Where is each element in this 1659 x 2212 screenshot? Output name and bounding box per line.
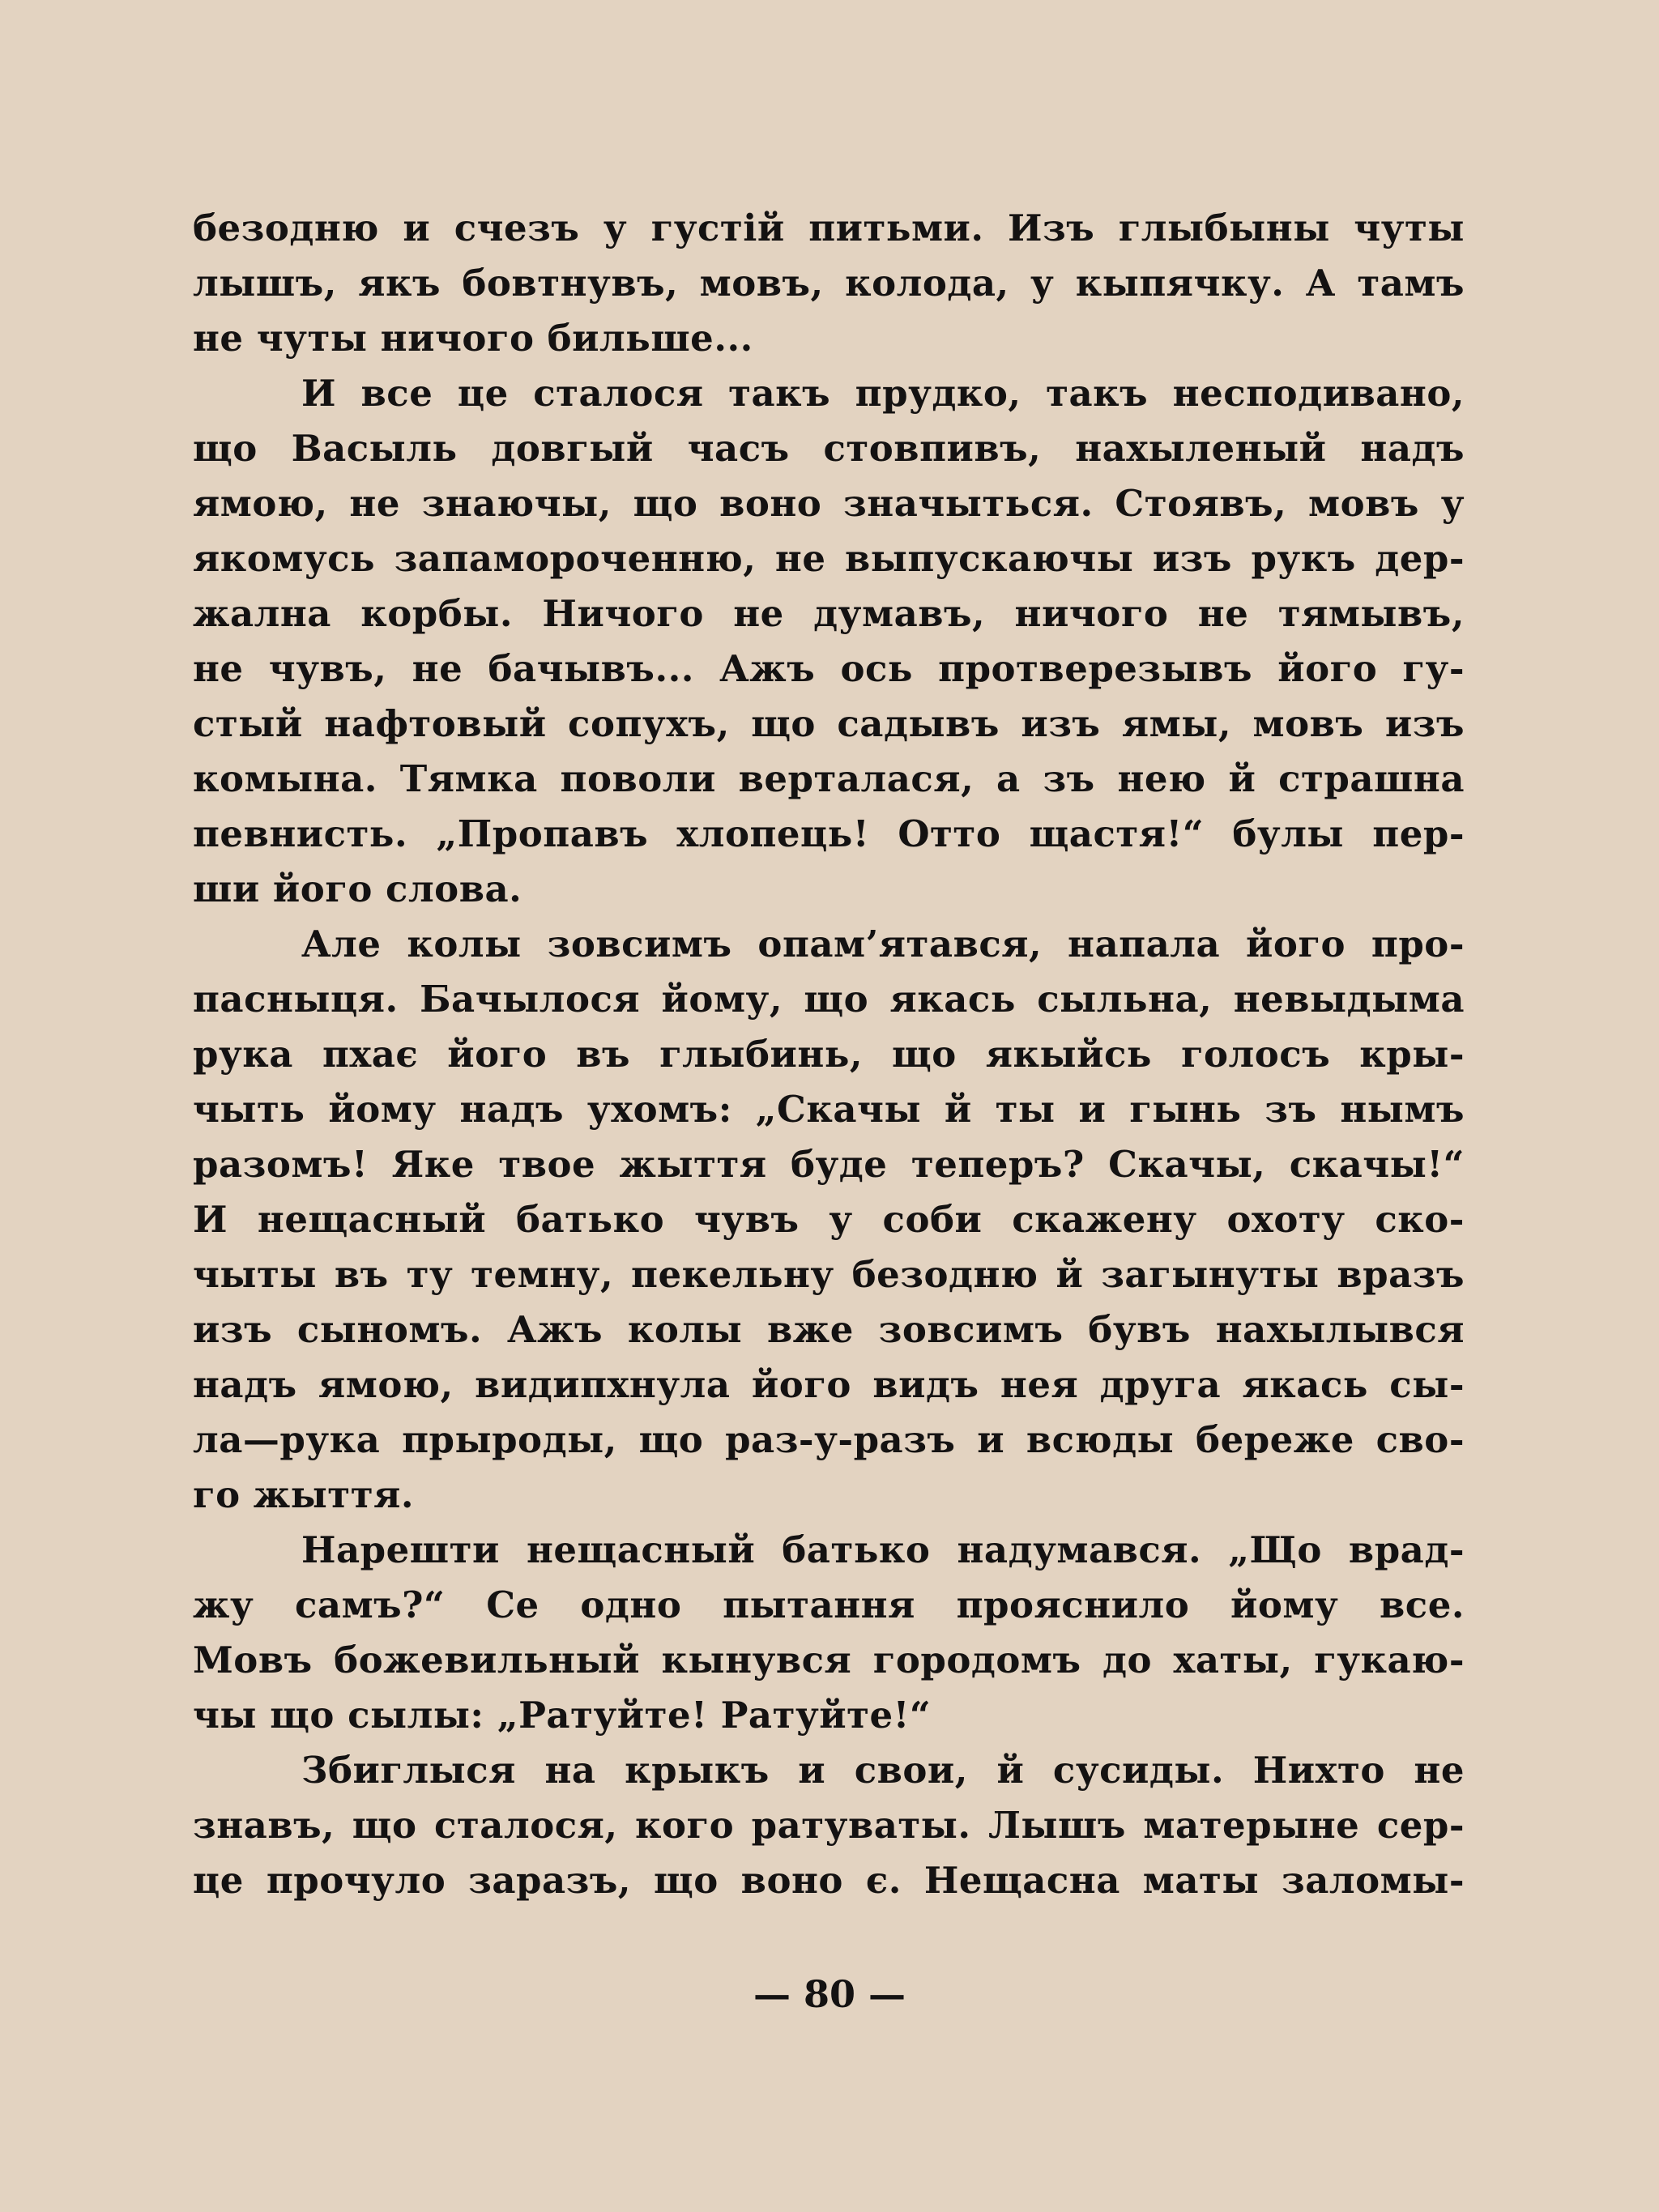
text-line: комына. Тямка поволи верталася, а зъ нею й страшна — [193, 757, 1465, 800]
text-line: И нещасный батько чувъ у соби скажену охоту ско- — [193, 1198, 1465, 1241]
body-text — [193, 201, 1465, 1908]
text-line: якомусь запамороченню, не выпускаючы изъ рукъ дер- — [193, 537, 1465, 580]
text-line: Збиглыся на крыкъ и свои, й сусиды. Нихто не — [301, 1749, 1465, 1792]
text-line: ямою, не знаючы, що воно значыться. Стоявъ, мовъ у — [193, 482, 1465, 525]
text-line: певнисть. „Пропавъ хлопець! Отто щастя!“ булы пер- — [193, 812, 1465, 855]
text-line: изъ сыномъ. Ажъ колы вже зовсимъ бувъ нахылывся — [193, 1308, 1465, 1351]
text-line: разомъ! Яке твое жыття буде теперъ? Скачы, скачы!“ — [193, 1143, 1465, 1186]
text-line: чыть йому надъ ухомъ: „Скачы й ты и гынь зъ нымъ — [193, 1088, 1465, 1131]
text-line: рука пхає його въ глыбинь, що якыйсь голосъ кры- — [193, 1033, 1465, 1076]
text-line: Але колы зовсимъ опам’ятався, напала його про- — [301, 923, 1465, 965]
text-line: не чувъ, не бачывъ... Ажъ ось протверезывъ його гу- — [193, 647, 1465, 690]
text-line: ла—рука прыроды, що раз-у-разъ и всюды береже сво- — [193, 1418, 1465, 1461]
text-line: не чуты ничого бильше... — [193, 317, 753, 360]
text-line: знавъ, що сталося, кого ратуваты. Лышъ матерыне сер- — [193, 1804, 1465, 1847]
text-line: ши його слова. — [193, 867, 522, 910]
text-line: жу самъ?“ Се одно пытання прояснило йому все. — [193, 1583, 1465, 1626]
text-line: чыты въ ту темну, пекельну безодню й загынуты вразъ — [193, 1253, 1465, 1296]
page-number: — 80 — — [753, 1972, 906, 2016]
text-line: И все це сталося такъ прудко, такъ несподивано, — [301, 372, 1465, 415]
text-line: го жыття. — [193, 1473, 414, 1516]
text-line: пасныця. Бачылося йому, що якась сыльна, невыдыма — [193, 978, 1465, 1021]
text-line: Мовъ божевильный кынувся городомъ до хаты, гукаю- — [193, 1639, 1465, 1681]
text-line: надъ ямою, видипхнула його видъ нея друга якась сы- — [193, 1363, 1465, 1406]
text-line: що Васыль довгый часъ стовпивъ, нахыленый надъ — [193, 427, 1465, 470]
text-line: Нарешти нещасный батько надумався. „Що врад- — [301, 1528, 1465, 1571]
text-line: це прочуло заразъ, що воно є. Нещасна маты заломы- — [193, 1859, 1465, 1902]
text-line: стый нафтовый сопухъ, що садывъ изъ ямы, мовъ изъ — [193, 702, 1465, 745]
text-line: безодню и счезъ у густій питьми. Изъ глыбыны чуты — [193, 207, 1465, 249]
text-line: чы що сылы: „Ратуйте! Ратуйте!“ — [193, 1694, 932, 1737]
text-line: жална корбы. Ничого не думавъ, ничого не тямывъ, — [193, 592, 1465, 635]
text-line: лышъ, якъ бовтнувъ, мовъ, колода, у кыпячку. А тамъ — [193, 262, 1465, 305]
